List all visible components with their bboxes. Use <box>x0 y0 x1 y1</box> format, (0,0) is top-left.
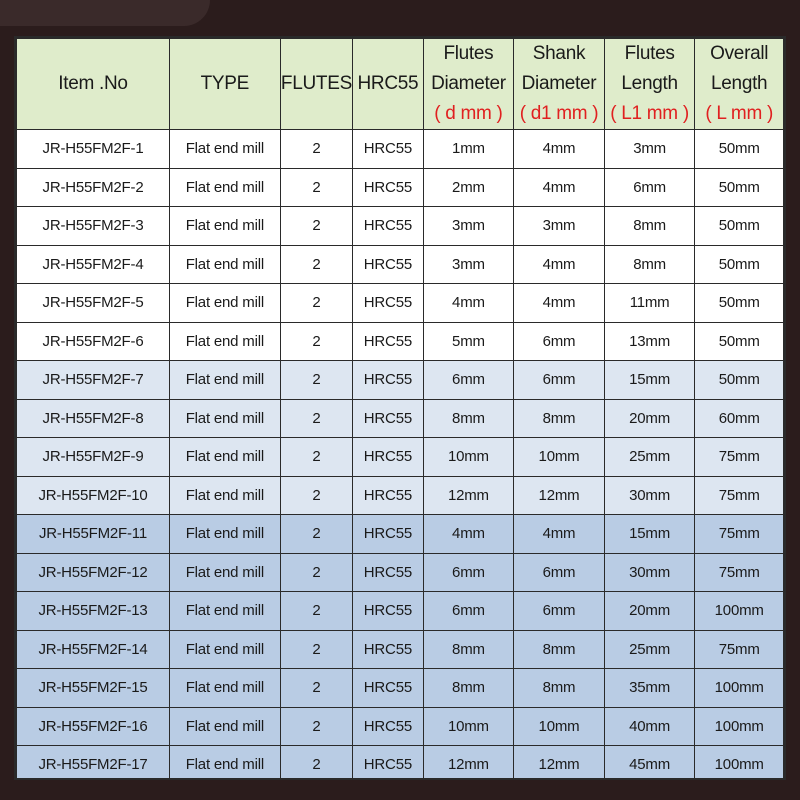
table-row <box>17 207 784 246</box>
cell-type: Flat end mill <box>169 399 280 438</box>
cell-item-no: JR-H55FM2F-15 <box>17 669 170 708</box>
cell-flutes-length: 8mm <box>604 207 695 246</box>
header-flutes-diameter-line2: Diameter <box>431 73 506 94</box>
cell-overall-length: 50mm <box>695 207 784 246</box>
top-decoration <box>0 0 210 26</box>
cell-shank-diameter: 4mm <box>514 130 605 169</box>
cell-item-no: JR-H55FM2F-12 <box>17 553 170 592</box>
table-row <box>17 322 784 361</box>
spec-table-container <box>14 36 786 780</box>
cell-type: Flat end mill <box>169 707 280 746</box>
header-shank-diameter-unit: ( d1 mm ) <box>519 103 599 124</box>
cell-flutes-diameter: 4mm <box>423 515 514 554</box>
cell-type: Flat end mill <box>169 284 280 323</box>
cell-flutes-diameter: 8mm <box>423 669 514 708</box>
cell-flutes-diameter: 6mm <box>423 361 514 400</box>
cell-flutes-length: 35mm <box>604 669 695 708</box>
cell-flutes: 2 <box>280 476 352 515</box>
cell-flutes: 2 <box>280 707 352 746</box>
cell-overall-length: 50mm <box>695 245 784 284</box>
cell-hrc: HRC55 <box>353 515 423 554</box>
cell-hrc: HRC55 <box>353 746 423 781</box>
cell-shank-diameter: 6mm <box>514 361 605 400</box>
cell-shank-diameter: 6mm <box>514 322 605 361</box>
cell-flutes: 2 <box>280 322 352 361</box>
header-shank-diameter <box>514 39 605 130</box>
table-row <box>17 361 784 400</box>
cell-flutes: 2 <box>280 592 352 631</box>
cell-type: Flat end mill <box>169 553 280 592</box>
cell-item-no: JR-H55FM2F-9 <box>17 438 170 477</box>
cell-flutes: 2 <box>280 245 352 284</box>
cell-flutes: 2 <box>280 669 352 708</box>
cell-flutes-length: 15mm <box>604 515 695 554</box>
cell-shank-diameter: 10mm <box>514 707 605 746</box>
cell-flutes-diameter: 8mm <box>423 630 514 669</box>
header-shank-diameter-line2: Diameter <box>521 73 597 94</box>
cell-flutes-length: 30mm <box>604 553 695 592</box>
cell-shank-diameter: 4mm <box>514 245 605 284</box>
header-flutes: FLUTES <box>280 39 352 130</box>
cell-hrc: HRC55 <box>353 553 423 592</box>
cell-flutes: 2 <box>280 399 352 438</box>
cell-hrc: HRC55 <box>353 245 423 284</box>
cell-flutes-diameter: 10mm <box>423 438 514 477</box>
cell-flutes-length: 40mm <box>604 707 695 746</box>
cell-flutes: 2 <box>280 207 352 246</box>
cell-item-no: JR-H55FM2F-17 <box>17 746 170 781</box>
header-hrc: HRC55 <box>353 39 423 130</box>
header-flutes-length-line1: Flutes <box>624 43 675 64</box>
cell-flutes-diameter: 12mm <box>423 746 514 781</box>
cell-type: Flat end mill <box>169 630 280 669</box>
cell-shank-diameter: 4mm <box>514 284 605 323</box>
cell-overall-length: 75mm <box>695 515 784 554</box>
cell-flutes-diameter: 3mm <box>423 207 514 246</box>
cell-hrc: HRC55 <box>353 438 423 477</box>
cell-flutes-length: 8mm <box>604 245 695 284</box>
cell-type: Flat end mill <box>169 361 280 400</box>
cell-flutes: 2 <box>280 515 352 554</box>
header-flutes-length <box>604 39 695 130</box>
cell-shank-diameter: 12mm <box>514 476 605 515</box>
cell-hrc: HRC55 <box>353 284 423 323</box>
cell-item-no: JR-H55FM2F-5 <box>17 284 170 323</box>
cell-item-no: JR-H55FM2F-11 <box>17 515 170 554</box>
cell-overall-length: 75mm <box>695 553 784 592</box>
cell-hrc: HRC55 <box>353 361 423 400</box>
cell-hrc: HRC55 <box>353 399 423 438</box>
table-header <box>17 39 784 130</box>
cell-flutes: 2 <box>280 438 352 477</box>
header-flutes-diameter-line1: Flutes <box>443 43 494 64</box>
cell-flutes-diameter: 3mm <box>423 245 514 284</box>
cell-overall-length: 50mm <box>695 168 784 207</box>
cell-shank-diameter: 6mm <box>514 592 605 631</box>
cell-type: Flat end mill <box>169 130 280 169</box>
cell-type: Flat end mill <box>169 515 280 554</box>
table-row <box>17 630 784 669</box>
cell-flutes: 2 <box>280 746 352 781</box>
table-row <box>17 168 784 207</box>
cell-shank-diameter: 10mm <box>514 438 605 477</box>
cell-flutes-diameter: 2mm <box>423 168 514 207</box>
cell-flutes-diameter: 6mm <box>423 592 514 631</box>
cell-type: Flat end mill <box>169 746 280 781</box>
cell-hrc: HRC55 <box>353 476 423 515</box>
header-overall-length-line1: Overall <box>710 43 769 64</box>
cell-type: Flat end mill <box>169 245 280 284</box>
header-flutes-diameter <box>423 39 514 130</box>
cell-shank-diameter: 6mm <box>514 553 605 592</box>
cell-flutes-length: 15mm <box>604 361 695 400</box>
spec-table <box>16 38 784 780</box>
cell-overall-length: 100mm <box>695 669 784 708</box>
cell-type: Flat end mill <box>169 476 280 515</box>
cell-hrc: HRC55 <box>353 592 423 631</box>
cell-flutes-diameter: 8mm <box>423 399 514 438</box>
cell-hrc: HRC55 <box>353 130 423 169</box>
cell-flutes-length: 25mm <box>604 630 695 669</box>
cell-overall-length: 75mm <box>695 476 784 515</box>
cell-flutes-length: 25mm <box>604 438 695 477</box>
cell-flutes-diameter: 10mm <box>423 707 514 746</box>
cell-flutes-diameter: 4mm <box>423 284 514 323</box>
table-row <box>17 746 784 781</box>
cell-type: Flat end mill <box>169 168 280 207</box>
cell-shank-diameter: 12mm <box>514 746 605 781</box>
cell-flutes: 2 <box>280 130 352 169</box>
cell-overall-length: 60mm <box>695 399 784 438</box>
cell-overall-length: 75mm <box>695 438 784 477</box>
cell-shank-diameter: 8mm <box>514 399 605 438</box>
table-row <box>17 515 784 554</box>
cell-type: Flat end mill <box>169 438 280 477</box>
cell-flutes-length: 45mm <box>604 746 695 781</box>
table-row <box>17 284 784 323</box>
cell-flutes: 2 <box>280 168 352 207</box>
cell-overall-length: 50mm <box>695 284 784 323</box>
header-overall-length-unit: ( L mm ) <box>705 103 773 124</box>
cell-flutes-length: 6mm <box>604 168 695 207</box>
header-flutes-length-unit: ( L1 mm ) <box>610 103 689 124</box>
cell-shank-diameter: 3mm <box>514 207 605 246</box>
cell-hrc: HRC55 <box>353 168 423 207</box>
header-item-no: Item .No <box>17 39 170 130</box>
cell-flutes-length: 20mm <box>604 592 695 631</box>
table-row <box>17 553 784 592</box>
cell-flutes-length: 30mm <box>604 476 695 515</box>
cell-overall-length: 100mm <box>695 592 784 631</box>
cell-flutes: 2 <box>280 553 352 592</box>
cell-overall-length: 100mm <box>695 746 784 781</box>
table-row <box>17 130 784 169</box>
cell-flutes: 2 <box>280 361 352 400</box>
cell-item-no: JR-H55FM2F-1 <box>17 130 170 169</box>
cell-item-no: JR-H55FM2F-7 <box>17 361 170 400</box>
cell-type: Flat end mill <box>169 207 280 246</box>
header-overall-length <box>695 39 784 130</box>
cell-item-no: JR-H55FM2F-2 <box>17 168 170 207</box>
table-row <box>17 592 784 631</box>
header-row <box>17 39 784 130</box>
header-flutes-length-line2: Length <box>621 73 678 94</box>
cell-flutes-length: 3mm <box>604 130 695 169</box>
cell-type: Flat end mill <box>169 322 280 361</box>
cell-item-no: JR-H55FM2F-3 <box>17 207 170 246</box>
header-shank-diameter-line1: Shank <box>532 43 586 64</box>
table-row <box>17 669 784 708</box>
cell-flutes-length: 11mm <box>604 284 695 323</box>
header-overall-length-line2: Length <box>711 73 768 94</box>
table-row <box>17 399 784 438</box>
cell-item-no: JR-H55FM2F-10 <box>17 476 170 515</box>
cell-flutes: 2 <box>280 284 352 323</box>
cell-hrc: HRC55 <box>353 207 423 246</box>
cell-shank-diameter: 4mm <box>514 168 605 207</box>
table-row <box>17 707 784 746</box>
cell-hrc: HRC55 <box>353 630 423 669</box>
cell-flutes-length: 13mm <box>604 322 695 361</box>
cell-type: Flat end mill <box>169 669 280 708</box>
header-type: TYPE <box>169 39 280 130</box>
cell-overall-length: 50mm <box>695 361 784 400</box>
table-body <box>17 130 784 781</box>
cell-item-no: JR-H55FM2F-14 <box>17 630 170 669</box>
cell-item-no: JR-H55FM2F-6 <box>17 322 170 361</box>
cell-hrc: HRC55 <box>353 322 423 361</box>
cell-item-no: JR-H55FM2F-13 <box>17 592 170 631</box>
cell-shank-diameter: 8mm <box>514 669 605 708</box>
cell-flutes: 2 <box>280 630 352 669</box>
cell-item-no: JR-H55FM2F-4 <box>17 245 170 284</box>
cell-flutes-length: 20mm <box>604 399 695 438</box>
cell-shank-diameter: 8mm <box>514 630 605 669</box>
cell-item-no: JR-H55FM2F-16 <box>17 707 170 746</box>
cell-overall-length: 75mm <box>695 630 784 669</box>
header-flutes-diameter-unit: ( d mm ) <box>434 103 503 124</box>
table-row <box>17 245 784 284</box>
cell-overall-length: 50mm <box>695 130 784 169</box>
cell-overall-length: 50mm <box>695 322 784 361</box>
cell-type: Flat end mill <box>169 592 280 631</box>
cell-hrc: HRC55 <box>353 707 423 746</box>
table-row <box>17 476 784 515</box>
cell-flutes-diameter: 6mm <box>423 553 514 592</box>
cell-flutes-diameter: 5mm <box>423 322 514 361</box>
cell-flutes-diameter: 1mm <box>423 130 514 169</box>
cell-item-no: JR-H55FM2F-8 <box>17 399 170 438</box>
table-row <box>17 438 784 477</box>
cell-overall-length: 100mm <box>695 707 784 746</box>
cell-shank-diameter: 4mm <box>514 515 605 554</box>
cell-hrc: HRC55 <box>353 669 423 708</box>
cell-flutes-diameter: 12mm <box>423 476 514 515</box>
